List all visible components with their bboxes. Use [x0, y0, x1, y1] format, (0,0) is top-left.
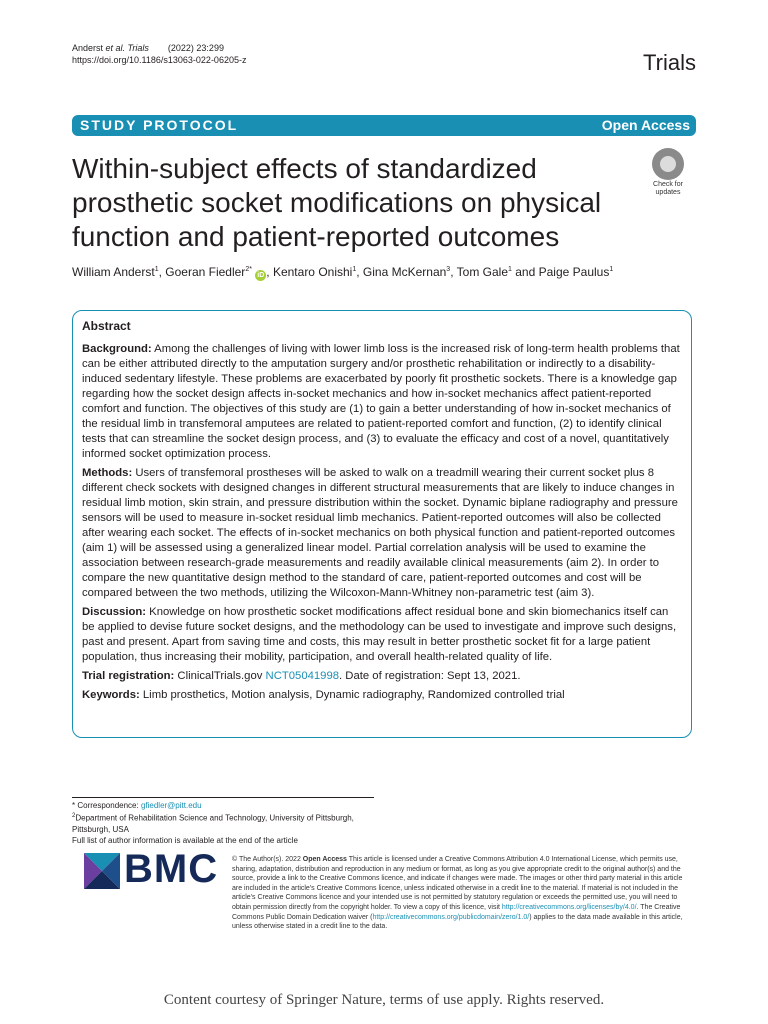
footnote-divider [72, 797, 374, 798]
trial-date: . Date of registration: Sept 13, 2021. [339, 670, 521, 682]
correspondence [72, 800, 382, 811]
author-separator: , [158, 265, 166, 279]
keywords-label: Keywords: [82, 689, 140, 701]
affiliation-text: Department of Rehabilitation Science and Technology, University of Pittsburgh, Pittsburgh, USA [72, 813, 354, 834]
author-name[interactable]: Goeran Fiedler [165, 265, 246, 279]
open-access-label: Open Access [601, 117, 690, 133]
courtesy-notice: Content courtesy of Springer Nature, terms of use apply. Rights reserved. [163, 992, 605, 1008]
footnote [72, 800, 382, 846]
study-type-banner [72, 115, 696, 136]
license-body: This article is licensed under a Creative Commons Attribution 4.0 International License, which permits use, sharing, adaptation, distribution and reproduction in any medium or format, as long as you give appropriate credit to the original author(s) and the source, provide a link to the Creative Commons licence, and indicate if changes were made. The images or other third party material in this article are included in the article's Creative Commons licence, unless indicated otherwise in a credit line to the material. If material is not included in the article's Creative Commons licence and your intended use is not permitted by statutory regulation or exceeds the permitted use, you will need to obtain permission directly from the copyright holder. To view a copy of this licence, visit [232, 856, 683, 911]
correspondence-label: * Correspondence: [72, 801, 141, 810]
discussion-label: Discussion: [82, 606, 147, 618]
methods-label: Methods: [82, 467, 133, 479]
author-name[interactable]: Kentaro Onishi [272, 265, 353, 279]
abstract-content [82, 319, 682, 707]
author-name[interactable]: Gina McKernan [362, 265, 447, 279]
journal-name: Trials [643, 50, 696, 75]
background-text: Among the challenges of living with lower limb loss is the increased risk of long-term health problems that can be either attributed directly to the amputation surgery and/or prosthetic rehabilitation or indirectly to a disability-induced sedentary lifestyle. These problems are exacerbated by poorly fit prosthetic sockets. There is a knowledge gap regarding how the socket design affects in-socket mechanics and how in-socket mechanics affect patient-reported comfort and function. The objectives of this study are (1) to gain a better understanding of how in-socket mechanics of the residual limb in transfemoral amputees are related to patient-reported comfort and function, (2) to identify clinical tests that can streamline the socket design process, and (3) to evaluate the efficacy and cost of a novel, quantitatively informed socket optimization process. [82, 343, 680, 460]
trial-link[interactable]: NCT05041998 [265, 670, 340, 682]
abstract-heading: Abstract [82, 319, 131, 333]
update-icon [652, 148, 684, 180]
author-sup: 1 [154, 266, 159, 273]
badge-line2: updates [655, 189, 681, 196]
methods-text: Users of transfemoral prostheses will be asked to walk on a treadmill wearing their current socket plus 8 different check sockets with designed changes in different structural measurements that are likely to induce changes in residual limb motion, skin strain, and pressure distribution within the socket. Dynamic biplane radiography and pressure sensors will be used to measure in-socket residual limb mechanics. Patient-reported outcomes will also be collected after wearing each socket. The effects of in-socket mechanics on both physical function and patient-reported outcomes (aim 1) will be assessed using a generalized linear model. Partial correlation analysis will be used to examine the association between research-grade measurements and readily available clinical measurements (aim 2). In order to compare the new quantitative design method to the standard of care, patient-reported outcomes and cost will be compared between the two methods, utilizing the Wilcoxon-Mann-Whitney non-parametric test (aim 3). [82, 467, 678, 599]
author-separator: , [450, 265, 457, 279]
author-sup: 2* [245, 266, 252, 273]
author-list [72, 265, 692, 281]
author-separator: , [356, 265, 363, 279]
citation-year: (2022) 23:299 [167, 43, 224, 53]
abstract-discussion [82, 605, 682, 665]
study-type-label: STUDY PROTOCOL [80, 117, 239, 133]
abstract-keywords [82, 688, 682, 703]
article-title: Within-subject effects of standardized prosthetic socket modifications on physical function and patient-reported outcomes [72, 153, 602, 252]
check-for-updates-badge[interactable] [640, 148, 696, 204]
license-copyright: © The Author(s). 2022 [232, 856, 303, 863]
abstract-methods [82, 466, 682, 601]
license-link[interactable]: http://creativecommons.org/licenses/by/4.0/ [501, 903, 637, 911]
trial-text: ClinicalTrials.gov [174, 670, 266, 682]
citation-line [72, 42, 224, 54]
author-sup: 1 [609, 266, 614, 273]
orcid-icon[interactable]: iD [257, 272, 265, 279]
affiliation [72, 811, 382, 835]
license-link[interactable]: http://creativecommons.org/publicdomain/zero/1.0/ [372, 913, 530, 921]
abstract-background [82, 342, 682, 462]
trial-label: Trial registration: [82, 670, 175, 682]
author-name[interactable]: Tom Gale [456, 265, 509, 279]
abstract-trial-registration [82, 669, 682, 684]
badge-line1: Check for [653, 181, 683, 188]
license-body: . The Creative Commons Public Domain Dedication waiver ( [232, 903, 681, 921]
citation-authors: Anderst [72, 43, 106, 53]
author-separator: , [266, 265, 273, 279]
bmc-logo[interactable] [84, 847, 224, 893]
bmc-logo-text: BMC [124, 847, 219, 891]
bmc-logo-icon [84, 853, 120, 889]
more-author-info: Full list of author information is available at the end of the article [72, 835, 298, 845]
author-name[interactable]: William Anderst [72, 265, 155, 279]
license-body: ) applies to the data made available in this article, unless otherwise stated in a credit line to the data. [232, 913, 683, 931]
correspondence-email[interactable]: gfiedler@pitt.edu [140, 801, 202, 810]
author-sup: 3 [446, 266, 451, 273]
abstract-box [72, 310, 692, 738]
author-name[interactable]: Paige Paulus [538, 265, 610, 279]
affiliation-sup: 2 [72, 813, 76, 819]
license-text [232, 855, 694, 932]
citation-etal: et al. Trials [105, 43, 149, 53]
doi-link[interactable]: https://doi.org/10.1186/s13063-022-06205-z [72, 55, 247, 65]
license-open-access: Open Access [302, 856, 347, 863]
badge-text [640, 181, 696, 197]
author-sup: 1 [508, 266, 512, 273]
author-and: and [511, 265, 539, 279]
discussion-text: Knowledge on how prosthetic socket modifications affect residual bone and skin biomechanics itself can be applied to devise future socket designs, and the methodology can be used to investigate and improve such designs, past and present. Apart from saving time and costs, this may result in better prosthetic socket fit for a large patient population, thus increasing their mobility, participation, and overall health-related quality of life. [82, 606, 677, 663]
background-label: Background: [82, 343, 152, 355]
author-sup: 1 [352, 266, 357, 273]
keywords-text: Limb prosthetics, Motion analysis, Dynamic radiography, Randomized controlled trial [139, 689, 565, 701]
